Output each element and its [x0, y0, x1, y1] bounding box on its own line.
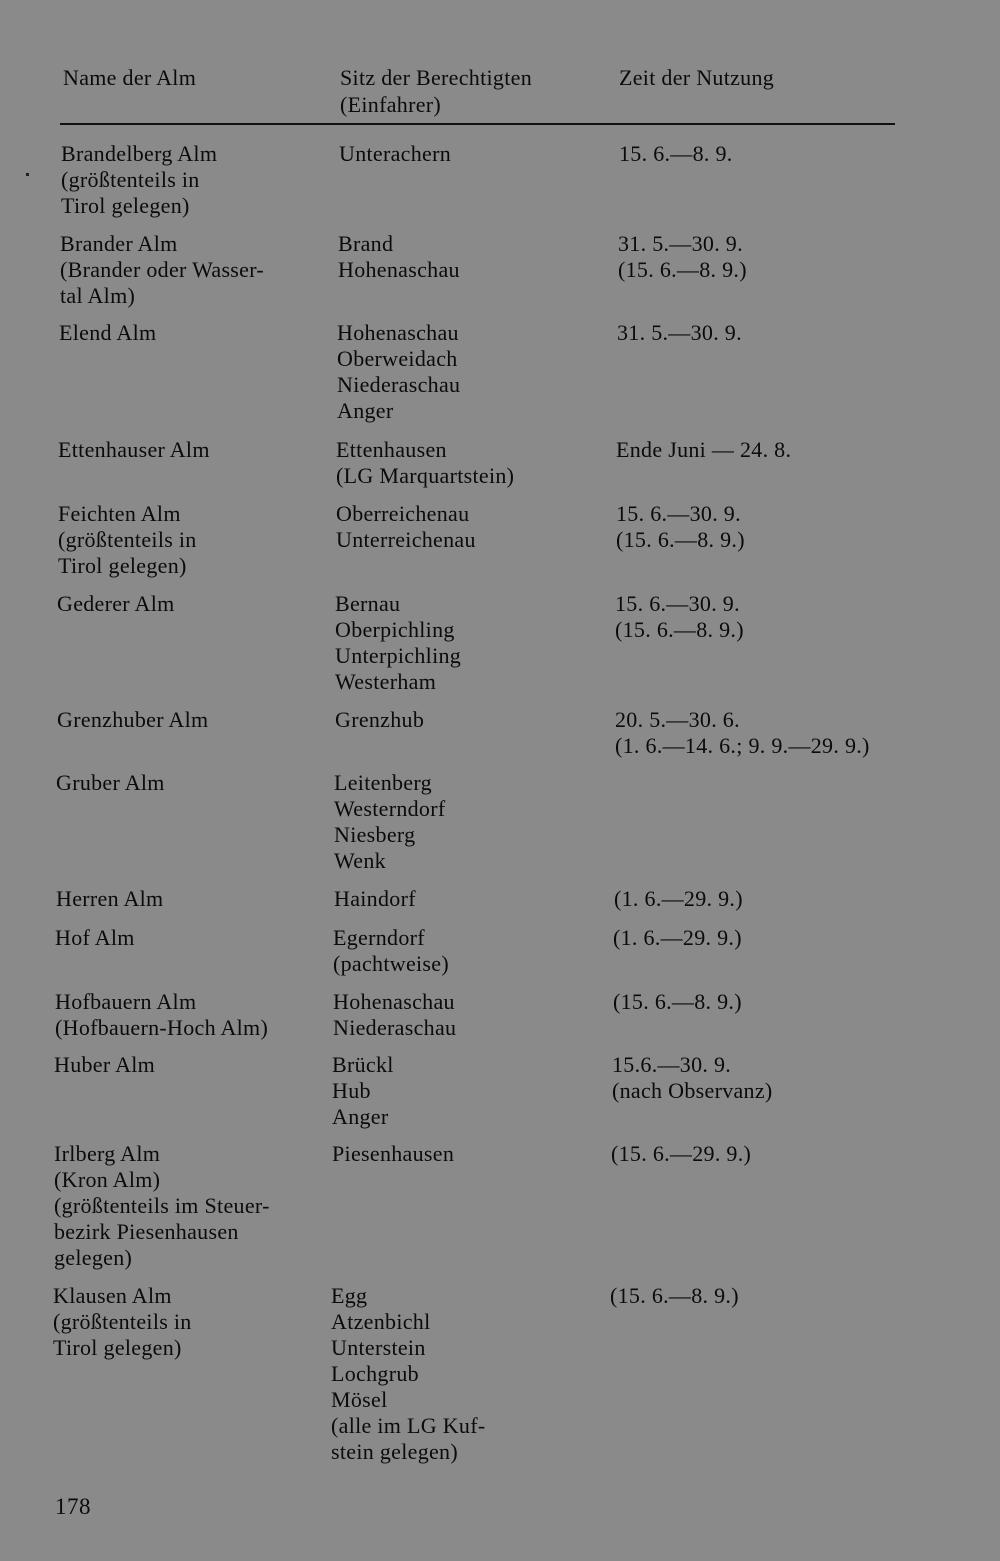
- table-cell-name: [57, 591, 175, 617]
- cell-line: Oberweidach: [337, 346, 458, 371]
- cell-line: (15. 6.—8. 9.): [610, 1283, 739, 1308]
- header-rule: [60, 123, 895, 125]
- cell-line: Oberreichenau: [336, 501, 470, 526]
- table-cell-zeit: [614, 886, 743, 912]
- cell-line: Mösel: [331, 1387, 388, 1412]
- cell-line: Anger: [337, 398, 394, 423]
- cell-line: Haindorf: [334, 886, 416, 911]
- cell-line: Brandelberg Alm: [61, 141, 218, 166]
- cell-line: 15. 6.—8. 9.: [619, 141, 733, 166]
- cell-line: Tirol gelegen): [58, 553, 187, 578]
- table-cell-name: [61, 141, 217, 219]
- table-cell-zeit: [618, 231, 747, 283]
- cell-line: (Brander oder Wasser-: [60, 257, 265, 282]
- cell-line: (1. 6.—29. 9.): [613, 925, 742, 950]
- cell-line: Niederaschau: [337, 372, 461, 397]
- cell-line: Piesenhausen: [332, 1141, 455, 1166]
- cell-line: Anger: [332, 1104, 389, 1129]
- table-cell-sitz: [335, 707, 424, 733]
- table-cell-zeit: [619, 141, 733, 167]
- cell-line: Unterpichling: [335, 643, 462, 668]
- cell-line: Westerham: [335, 669, 437, 694]
- table-cell-zeit: [611, 1141, 751, 1167]
- cell-line: Grenzhub: [335, 707, 425, 732]
- cell-line: tal Alm): [60, 283, 136, 308]
- table-cell-name: [56, 770, 165, 796]
- table-cell-name: [60, 231, 264, 309]
- cell-line: Egerndorf: [333, 925, 425, 950]
- table-cell-sitz: [332, 1141, 454, 1167]
- table-cell-sitz: [331, 1283, 485, 1465]
- table-cell-zeit: [613, 989, 742, 1015]
- cell-line: Lochgrub: [331, 1361, 419, 1386]
- cell-line: (größtenteils in: [53, 1309, 192, 1334]
- cell-line: 15. 6.—30. 9.: [615, 591, 740, 616]
- cell-line: Ende Juni — 24. 8.: [616, 437, 792, 462]
- cell-line: Hub: [332, 1078, 371, 1103]
- column-header-name: [63, 64, 196, 91]
- cell-line: Hohenaschau: [338, 257, 460, 282]
- cell-line: Niesberg: [334, 822, 416, 847]
- cell-line: Wenk: [334, 848, 386, 873]
- cell-line: (15. 6.—29. 9.): [611, 1141, 752, 1166]
- header-zeit-line: Zeit der Nutzung: [619, 65, 775, 90]
- cell-line: (größtenteils im Steuer-: [54, 1193, 270, 1218]
- column-header-zeit: [619, 64, 774, 91]
- cell-line: (15. 6.—8. 9.): [615, 617, 744, 642]
- cell-line: Tirol gelegen): [53, 1335, 182, 1360]
- table-cell-sitz: [332, 1052, 394, 1130]
- table-cell-name: [59, 320, 156, 346]
- cell-line: Klausen Alm: [53, 1283, 172, 1308]
- cell-line: gelegen): [54, 1245, 133, 1270]
- cell-line: Unterstein: [331, 1335, 426, 1360]
- cell-line: Bernau: [335, 591, 401, 616]
- cell-line: Irlberg Alm: [54, 1141, 161, 1166]
- cell-line: Grenzhuber Alm: [57, 707, 209, 732]
- table-cell-sitz: [336, 501, 476, 553]
- cell-line: Tirol gelegen): [61, 193, 190, 218]
- table-cell-zeit: [613, 925, 742, 951]
- table-cell-zeit: [617, 320, 742, 346]
- cell-line: Brückl: [332, 1052, 394, 1077]
- table-cell-sitz: [339, 141, 451, 167]
- table-cell-name: [56, 886, 163, 912]
- table-cell-sitz: [333, 925, 449, 977]
- cell-line: Brander Alm: [60, 231, 178, 256]
- cell-line: Gederer Alm: [57, 591, 175, 616]
- cell-line: 31. 5.—30. 9.: [618, 231, 743, 256]
- table-cell-zeit: [616, 437, 791, 463]
- cell-line: 15. 6.—30. 9.: [616, 501, 741, 526]
- table-cell-name: [54, 1141, 270, 1271]
- cell-line: Unterachern: [339, 141, 452, 166]
- table-cell-zeit: [615, 707, 870, 759]
- cell-line: Huber Alm: [54, 1052, 156, 1077]
- cell-line: Hof Alm: [55, 925, 135, 950]
- cell-line: Hohenaschau: [337, 320, 459, 345]
- table-cell-sitz: [335, 591, 461, 695]
- column-header-sitz: [340, 64, 532, 118]
- cell-line: Hohenaschau: [333, 989, 455, 1014]
- table-cell-zeit: [616, 501, 745, 553]
- cell-line: (15. 6.—8. 9.): [616, 527, 745, 552]
- table-cell-zeit: [612, 1052, 773, 1104]
- table-cell-name: [54, 1052, 155, 1078]
- cell-line: (1. 6.—29. 9.): [614, 886, 743, 911]
- page-number: 178: [55, 1494, 91, 1519]
- cell-line: Gruber Alm: [56, 770, 165, 795]
- table-cell-sitz: [334, 886, 416, 912]
- cell-line: (15. 6.—8. 9.): [613, 989, 742, 1014]
- cell-line: (15. 6.—8. 9.): [618, 257, 747, 282]
- header-sitz-line: Sitz der Berechtigten: [340, 65, 533, 90]
- table-cell-sitz: [338, 231, 460, 283]
- header-name-line: Name der Alm: [63, 65, 197, 90]
- cell-line: (alle im LG Kuf-: [331, 1413, 486, 1438]
- scan-speck: [26, 173, 29, 176]
- cell-line: Elend Alm: [59, 320, 157, 345]
- cell-line: Niederaschau: [333, 1015, 457, 1040]
- table-cell-sitz: [333, 989, 456, 1041]
- table-cell-sitz: [336, 437, 514, 489]
- cell-line: (LG Marquartstein): [336, 463, 515, 488]
- table-cell-name: [57, 707, 208, 733]
- table-cell-name: [58, 501, 197, 579]
- cell-line: Atzenbichl: [331, 1309, 431, 1334]
- cell-line: Herren Alm: [56, 886, 164, 911]
- header-sitz-line: (Einfahrer): [340, 92, 442, 117]
- cell-line: Feichten Alm: [58, 501, 181, 526]
- cell-line: (größtenteils in: [61, 167, 200, 192]
- table-cell-zeit: [610, 1283, 739, 1309]
- table-cell-name: [55, 989, 268, 1041]
- cell-line: Leitenberg: [334, 770, 432, 795]
- table-cell-sitz: [334, 770, 446, 874]
- cell-line: (pachtweise): [333, 951, 449, 976]
- cell-line: (1. 6.—14. 6.; 9. 9.—29. 9.): [615, 733, 870, 758]
- cell-line: Westerndorf: [334, 796, 446, 821]
- cell-line: Ettenhauser Alm: [58, 437, 210, 462]
- cell-line: 31. 5.—30. 9.: [617, 320, 742, 345]
- cell-line: (Hofbauern-Hoch Alm): [55, 1015, 269, 1040]
- cell-line: Brand: [338, 231, 394, 256]
- table-cell-zeit: [615, 591, 744, 643]
- cell-line: Unterreichenau: [336, 527, 476, 552]
- table-cell-sitz: [337, 320, 460, 424]
- cell-line: 15.6.—30. 9.: [612, 1052, 732, 1077]
- cell-line: (größtenteils in: [58, 527, 197, 552]
- cell-line: Ettenhausen: [336, 437, 447, 462]
- cell-line: stein gelegen): [331, 1439, 458, 1464]
- cell-line: (Kron Alm): [54, 1167, 161, 1192]
- cell-line: Hofbauern Alm: [55, 989, 197, 1014]
- cell-line: (nach Observanz): [612, 1078, 773, 1103]
- cell-line: bezirk Piesenhausen: [54, 1219, 239, 1244]
- table-cell-name: [53, 1283, 192, 1361]
- cell-line: Egg: [331, 1283, 368, 1308]
- cell-line: Oberpichling: [335, 617, 455, 642]
- table-cell-name: [58, 437, 210, 463]
- table-cell-name: [55, 925, 135, 951]
- cell-line: 20. 5.—30. 6.: [615, 707, 740, 732]
